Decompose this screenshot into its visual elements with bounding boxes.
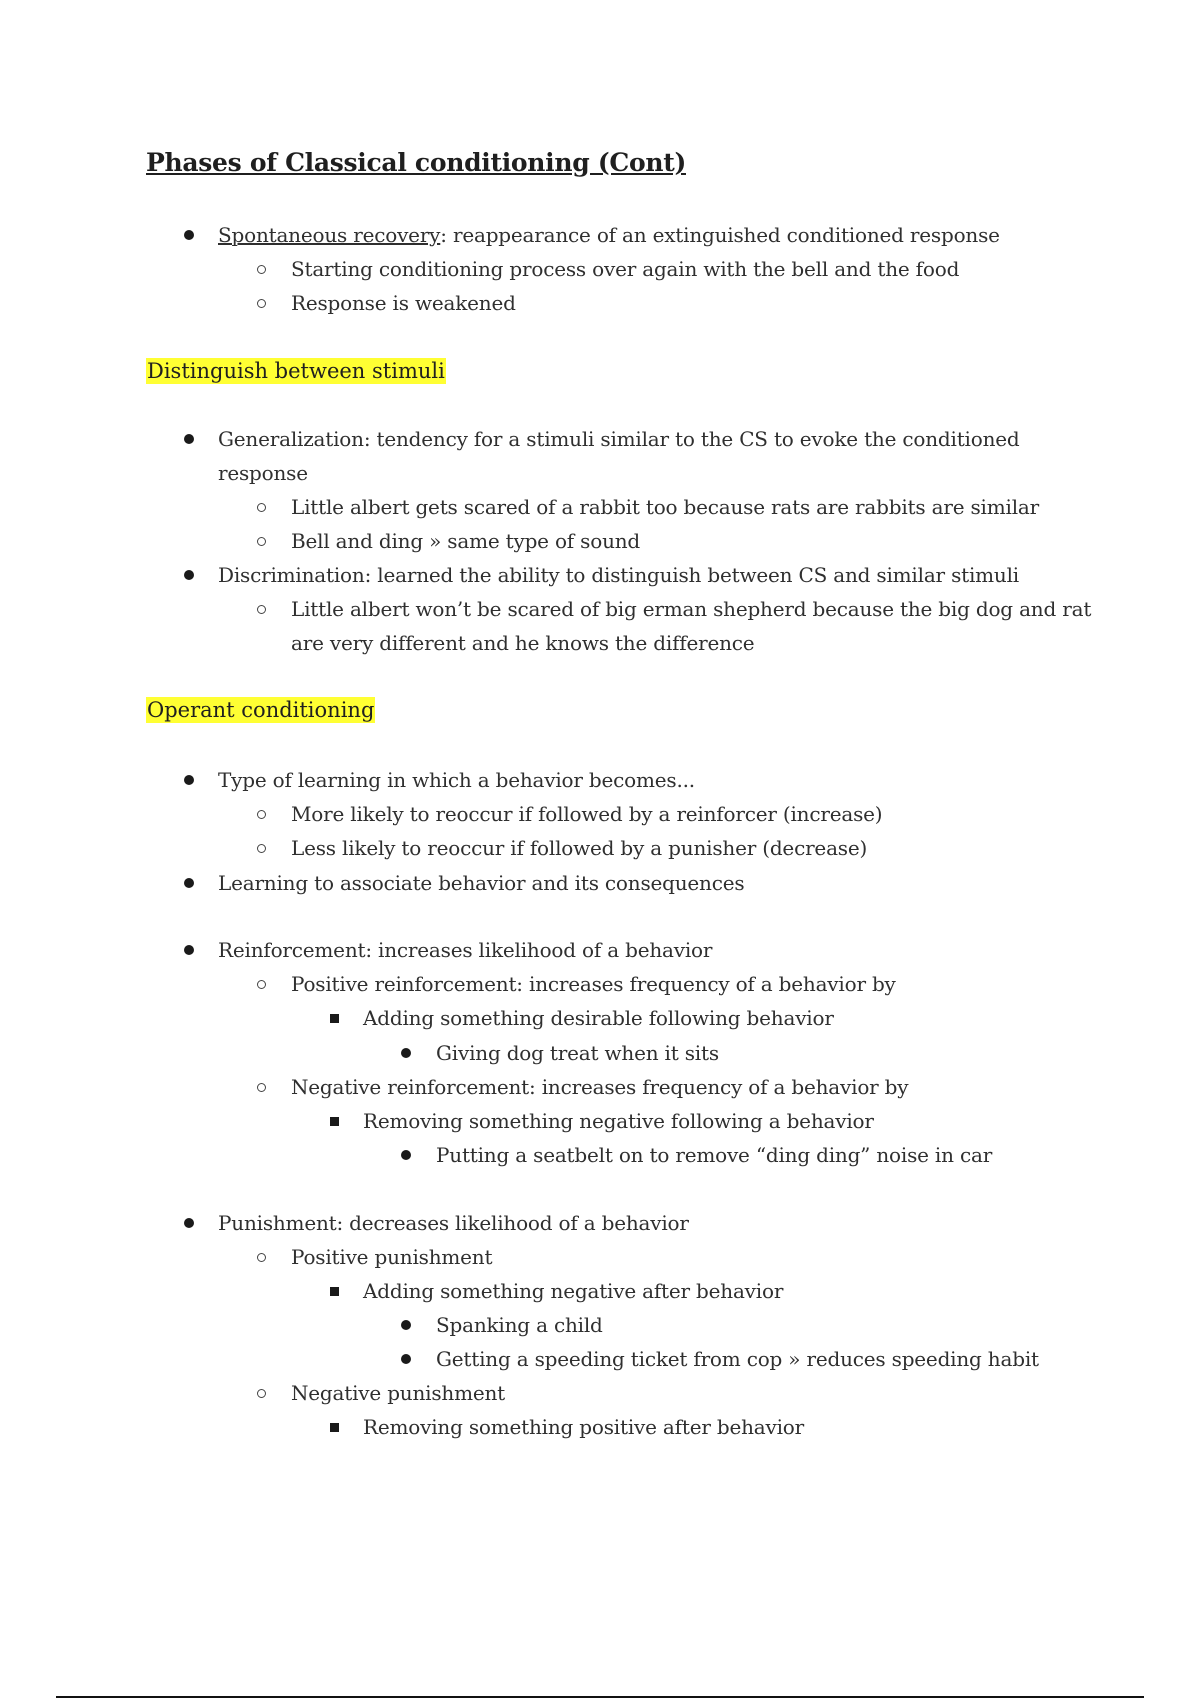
bullet-square-icon — [330, 1014, 339, 1023]
page-bottom-rule — [56, 1696, 1144, 1698]
bullet-icon — [401, 1354, 411, 1364]
bullet-icon — [257, 605, 266, 614]
list-item-continuation: response — [218, 461, 308, 485]
page-title: Phases of Classical conditioning (Cont) — [146, 148, 686, 177]
bullet-icon — [184, 878, 194, 888]
list-item: Giving dog treat when it sits — [436, 1041, 719, 1065]
list-item: Reinforcement: increases likelihood of a behavior — [218, 938, 713, 962]
bullet-icon — [401, 1048, 411, 1058]
highlighted-heading: Operant conditioning — [147, 698, 375, 722]
list-item: Type of learning in which a behavior becomes... — [218, 768, 695, 792]
list-item: Removing something positive after behavior — [363, 1415, 804, 1439]
bullet-icon — [257, 1389, 266, 1398]
list-item: Punishment: decreases likelihood of a behavior — [218, 1211, 689, 1235]
bullet-icon — [401, 1320, 411, 1330]
list-item: Bell and ding » same type of sound — [291, 529, 641, 553]
list-item: Getting a speeding ticket from cop » reduces speeding habit — [436, 1347, 1039, 1371]
list-item: Starting conditioning process over again with the bell and the food — [291, 257, 960, 281]
list-item: Little albert gets scared of a rabbit too because rats are rabbits are similar — [291, 495, 1039, 519]
bullet-icon — [184, 1218, 194, 1228]
list-item: Positive punishment — [291, 1245, 493, 1269]
list-item: Negative punishment — [291, 1381, 506, 1405]
list-item: Spanking a child — [436, 1313, 603, 1337]
list-item — [218, 222, 1000, 248]
bullet-icon — [184, 775, 194, 785]
bullet-icon — [257, 844, 266, 853]
bullet-icon — [257, 1253, 266, 1262]
list-item: Negative reinforcement: increases frequency of a behavior by — [291, 1075, 909, 1099]
list-item: Putting a seatbelt on to remove “ding ding” noise in car — [436, 1143, 993, 1167]
list-item-continuation: are very different and he knows the difference — [291, 631, 755, 655]
bullet-square-icon — [330, 1423, 339, 1432]
list-item: Response is weakened — [291, 291, 516, 315]
bullet-icon — [257, 1083, 266, 1092]
bullet-icon — [401, 1150, 411, 1160]
bullet-icon — [184, 570, 194, 580]
section-heading-operant — [146, 696, 375, 724]
bullet-icon — [184, 230, 194, 240]
bullet-icon — [257, 503, 266, 512]
bullet-icon — [184, 945, 194, 955]
bullet-square-icon — [330, 1287, 339, 1296]
bullet-icon — [257, 810, 266, 819]
highlighted-heading: Distinguish between stimuli — [147, 359, 445, 383]
definition-text: : reappearance of an extinguished conditioned response — [440, 223, 1000, 247]
list-item: More likely to reoccur if followed by a reinforcer (increase) — [291, 802, 883, 826]
term-spontaneous-recovery: Spontaneous recovery — [218, 223, 441, 247]
list-item: Learning to associate behavior and its consequences — [218, 871, 745, 895]
bullet-icon — [257, 299, 266, 308]
list-item: Positive reinforcement: increases frequency of a behavior by — [291, 972, 896, 996]
bullet-square-icon — [330, 1117, 339, 1126]
bullet-icon — [257, 537, 266, 546]
list-item: Adding something negative after behavior — [363, 1279, 784, 1303]
bullet-icon — [257, 980, 266, 989]
bullet-icon — [184, 434, 194, 444]
list-item: Generalization: tendency for a stimuli similar to the CS to evoke the conditioned — [218, 427, 1020, 451]
list-item: Little albert won’t be scared of big erman shepherd because the big dog and rat — [291, 597, 1092, 621]
list-item: Less likely to reoccur if followed by a punisher (decrease) — [291, 836, 868, 860]
bullet-icon — [257, 265, 266, 274]
section-heading-distinguish — [146, 357, 446, 385]
list-item: Discrimination: learned the ability to distinguish between CS and similar stimuli — [218, 563, 1020, 587]
list-item: Adding something desirable following behavior — [363, 1006, 834, 1030]
list-item: Removing something negative following a behavior — [363, 1109, 874, 1133]
